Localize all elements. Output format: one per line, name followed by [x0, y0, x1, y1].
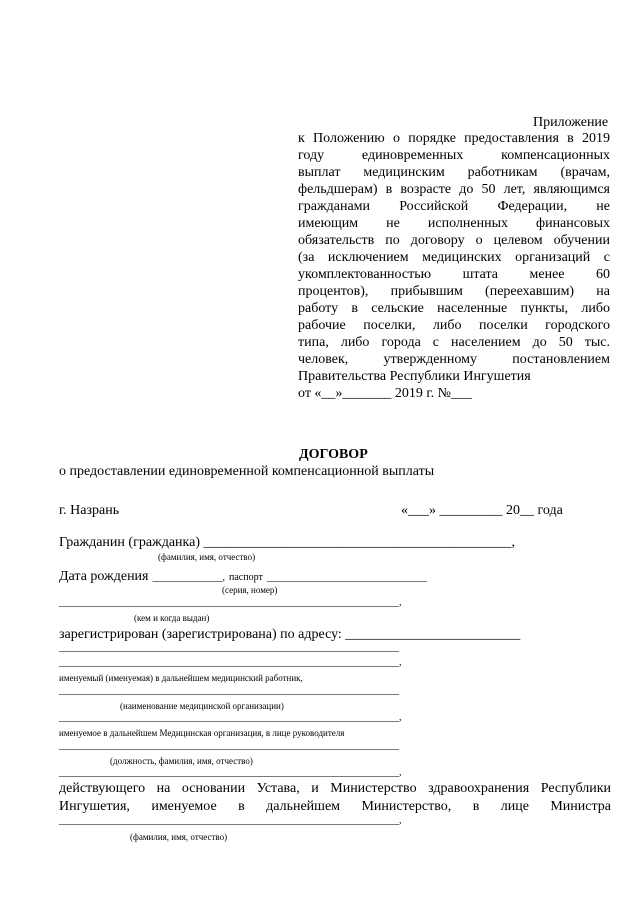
contract-date: «___» _________ 20__ года [401, 503, 563, 518]
appendix-line: рабочие поселки, либо поселки городского [298, 318, 610, 333]
appendix-line: работу в сельские населенные пункты, либо [298, 301, 610, 316]
appendix-line: укомплектованностью штата менее 60 [298, 267, 610, 282]
birth-label: Дата рождения [59, 569, 149, 584]
head-line: ____________________________________________________________________ [59, 740, 399, 751]
passport-hint: (серия, номер) [222, 585, 278, 595]
appendix-line: гражданами Российской Федерации, не [298, 199, 610, 214]
acting-line: действующего на основании Устава, и Министерство здравоохранения Республики [59, 781, 611, 796]
issued-hint: (кем и когда выдан) [134, 613, 210, 623]
appendix-line: фельдшерам) в возрасте до 50 лет, являющимся [298, 182, 610, 197]
citizen-hint: (фамилия, имя, отчество) [158, 552, 256, 562]
contract-title: ДОГОВОР [299, 447, 368, 462]
contract-city: г. Назрань [59, 503, 120, 518]
contract-subtitle: о предоставлении единовременной компенсационной выплаты [59, 464, 435, 479]
passport-label: паспорт [229, 572, 263, 583]
appendix-line: типа, либо города с населением до 50 тыс. [298, 335, 610, 350]
citizen-line: Гражданин (гражданка) ____________________________________________, [59, 535, 515, 550]
appendix-line: году единовременных компенсационных [298, 148, 610, 163]
minister-hint: (фамилия, имя, отчество) [130, 832, 228, 842]
org-named-text: именуемое в дальнейшем Медицинская организация, в лице руководителя [59, 728, 345, 738]
appendix-line: от «__»_______ 2019 г. №___ [298, 386, 472, 401]
appendix-line: Правительства Республики Ингушетия [298, 369, 531, 384]
appendix-line: обязательств по договору о целевом обучении [298, 233, 610, 248]
appendix-text [298, 130, 610, 402]
appendix-line: к Положению о порядке предоставления в 2019 [298, 131, 610, 146]
head-hint: (должность, фамилия, имя, отчество) [110, 756, 253, 766]
appendix-line: выплат медицинским работникам (врачам, [298, 165, 610, 180]
address-line: ____________________________________________________________________, [59, 657, 402, 668]
org-line: ____________________________________________________________________, [59, 712, 402, 723]
address-line: ____________________________________________________________________ [59, 642, 399, 653]
registered-line: зарегистрирован (зарегистрирована) по адресу: _________________________ [59, 627, 521, 642]
issued-line: ____________________________________________________________________, [59, 597, 402, 608]
head-line: ____________________________________________________________________, [59, 767, 402, 778]
birth-row [59, 567, 427, 585]
appendix-line: человек, утвержденному постановлением [298, 352, 610, 367]
appendix-line: процентов), прибывшим (переехавшим) на [298, 284, 610, 299]
org-line: ____________________________________________________________________ [59, 685, 399, 696]
medworker-text: именуемый (именуемая) в дальнейшем медицинский работник, [59, 673, 303, 683]
org-hint: (наименование медицинской организации) [120, 701, 284, 711]
minister-line: ____________________________________________________________________, [59, 815, 402, 826]
passport-blank: ________________________________ [266, 572, 427, 583]
appendix-line: имеющим не исполненных финансовых [298, 216, 610, 231]
birth-blank: ______________, [152, 572, 225, 583]
appendix-line: (за исключением медицинских организаций с [298, 250, 610, 265]
acting-line: Ингушетия, именуемое в дальнейшем Министерство, в лице Министра [59, 799, 611, 814]
appendix-title: Приложение [533, 115, 609, 130]
